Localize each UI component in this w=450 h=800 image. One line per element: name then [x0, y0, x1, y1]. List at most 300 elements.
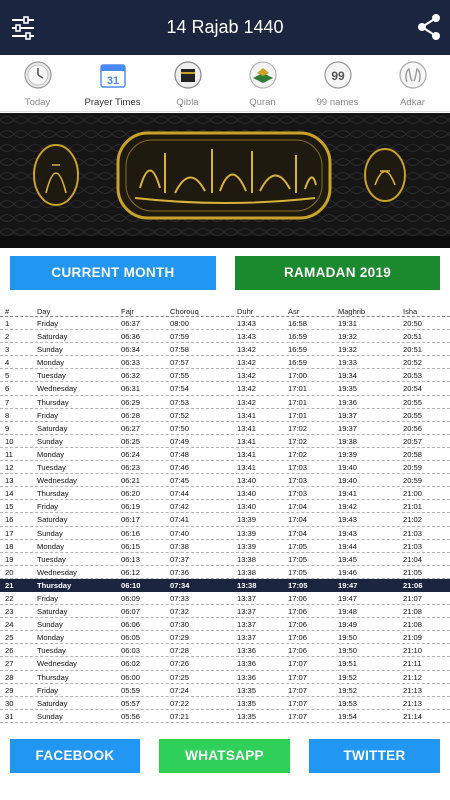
table-cell: 13:41 — [237, 410, 257, 420]
table-cell: 19:41 — [338, 489, 358, 499]
table-row — [0, 474, 450, 487]
table-cell: 28 — [5, 672, 14, 682]
table-cell: 13:40 — [237, 502, 257, 512]
table-cell: 13 — [5, 476, 14, 486]
table-cell: 07:49 — [170, 436, 190, 446]
table-row — [0, 618, 450, 631]
table-cell: 17:01 — [288, 397, 308, 407]
table-cell: 13:36 — [237, 672, 257, 682]
table-cell: 10 — [5, 436, 14, 446]
table-cell: Saturday — [37, 607, 68, 617]
table-cell: 19:43 — [338, 515, 358, 525]
table-cell: 13:39 — [237, 528, 257, 538]
table-cell: 17:06 — [288, 593, 308, 603]
table-cell: 21:05 — [403, 567, 423, 577]
table-row — [0, 500, 450, 513]
table-cell: 06:00 — [121, 672, 141, 682]
table-cell: 21:10 — [403, 646, 423, 656]
table-cell: 17:02 — [288, 423, 308, 433]
table-cell: 06:21 — [121, 476, 141, 486]
column-header: Duhr — [237, 307, 254, 316]
table-cell: 31 — [5, 711, 14, 721]
table-row — [0, 409, 450, 422]
table-cell: 13:42 — [237, 384, 257, 394]
table-cell: Monday — [37, 358, 65, 368]
table-cell: 07:46 — [170, 463, 190, 473]
table-cell: 20:51 — [403, 345, 423, 355]
ramadan-button[interactable]: RAMADAN 2019 — [235, 256, 440, 290]
table-cell: 07:25 — [170, 672, 190, 682]
table-cell: 06:15 — [121, 541, 141, 551]
table-cell: 5 — [5, 371, 10, 381]
table-cell: 6 — [5, 384, 10, 394]
table-cell: 13:39 — [237, 515, 257, 525]
table-cell: 17:07 — [288, 659, 308, 669]
table-cell: 17:01 — [288, 384, 308, 394]
table-cell: 15 — [5, 502, 14, 512]
table-cell: Friday — [37, 593, 59, 603]
table-cell: 07:45 — [170, 476, 190, 486]
tab-quran[interactable] — [225, 55, 300, 111]
table-cell: 19:40 — [338, 476, 358, 486]
table-cell: 20:53 — [403, 371, 423, 381]
table-cell: 19:32 — [338, 345, 358, 355]
table-row — [0, 527, 450, 540]
table-cell: 17:06 — [288, 633, 308, 643]
table-cell: 06:31 — [121, 384, 141, 394]
table-cell: 07:44 — [170, 489, 190, 499]
tab-label: Adkar — [400, 97, 425, 108]
table-cell: 24 — [5, 620, 14, 630]
table-cell: 21:09 — [403, 633, 423, 643]
table-cell: 07:52 — [170, 410, 190, 420]
table-cell: 29 — [5, 685, 14, 695]
table-cell: 13:37 — [237, 607, 257, 617]
table-row — [0, 697, 450, 710]
table-cell: 07:59 — [170, 332, 190, 342]
table-cell: Tuesday — [37, 371, 66, 381]
table-row — [0, 330, 450, 343]
table-cell: 17:04 — [288, 502, 308, 512]
facebook-button[interactable]: FACEBOOK — [10, 739, 140, 773]
table-cell: Wednesday — [37, 384, 77, 394]
table-cell: 07:50 — [170, 423, 190, 433]
table-cell: 07:38 — [170, 541, 190, 551]
table-cell: 4 — [5, 358, 10, 368]
table-cell: Sunday — [37, 436, 63, 446]
table-cell: 07:34 — [170, 580, 190, 590]
table-row — [0, 422, 450, 435]
table-cell: 06:37 — [121, 319, 141, 328]
tab-qibla[interactable] — [150, 55, 225, 111]
table-row — [0, 631, 450, 644]
table-cell: 06:19 — [121, 502, 141, 512]
table-cell: 14 — [5, 489, 14, 499]
table-cell: 19:50 — [338, 646, 358, 656]
table-cell: 07:32 — [170, 607, 190, 617]
table-cell: 21:13 — [403, 685, 423, 695]
table-cell: 07:22 — [170, 698, 190, 708]
table-cell: 19:47 — [338, 580, 358, 590]
table-cell: Wednesday — [37, 659, 77, 669]
table-cell: Monday — [37, 449, 65, 459]
table-cell: 3 — [5, 345, 10, 355]
table-row — [0, 487, 450, 500]
table-row — [0, 461, 450, 474]
table-cell: 07:36 — [170, 567, 190, 577]
table-row — [0, 592, 450, 605]
table-cell: 17:06 — [288, 646, 308, 656]
column-header: Asr — [288, 307, 300, 316]
table-cell: 20:56 — [403, 423, 423, 433]
column-header: Maghrib — [338, 307, 366, 316]
table-cell: 06:29 — [121, 397, 141, 407]
table-cell: 19:32 — [338, 332, 358, 342]
table-cell: 06:05 — [121, 633, 141, 643]
table-cell: 19:47 — [338, 593, 358, 603]
table-cell: 17:05 — [288, 554, 308, 564]
table-cell: Friday — [37, 502, 59, 512]
table-row — [0, 710, 450, 723]
table-cell: 13:39 — [237, 541, 257, 551]
table-cell: 17:05 — [288, 580, 308, 590]
table-cell: 06:23 — [121, 463, 141, 473]
table-cell: 17:03 — [288, 463, 308, 473]
table-row — [0, 566, 450, 579]
table-cell: 17:07 — [288, 698, 308, 708]
table-cell: 19:52 — [338, 672, 358, 682]
table-cell: 16:59 — [288, 332, 308, 342]
clock-icon — [23, 60, 53, 90]
table-row-today — [0, 579, 450, 592]
table-cell: 2 — [5, 332, 10, 342]
table-cell: 21:13 — [403, 698, 423, 708]
table-cell: 05:59 — [121, 685, 141, 695]
tab-today[interactable] — [0, 55, 75, 111]
table-cell: 16:59 — [288, 345, 308, 355]
table-cell: 20 — [5, 567, 14, 577]
table-cell: 19 — [5, 554, 14, 564]
table-cell: 06:10 — [121, 580, 141, 590]
table-cell: 11 — [5, 449, 13, 459]
table-cell: 13:42 — [237, 345, 257, 355]
table-cell: 06:17 — [121, 515, 141, 525]
table-cell: 06:02 — [121, 659, 141, 669]
table-cell: 13:38 — [237, 580, 257, 590]
table-row — [0, 382, 450, 395]
table-cell: 21:06 — [403, 580, 423, 590]
table-cell: 16 — [5, 515, 14, 525]
table-cell: Saturday — [37, 332, 68, 342]
table-cell: 19:37 — [338, 423, 358, 433]
table-cell: 06:12 — [121, 567, 141, 577]
table-cell: 21:00 — [403, 489, 423, 499]
table-cell: 13:40 — [237, 476, 257, 486]
table-cell: 07:30 — [170, 620, 190, 630]
table-cell: 20:59 — [403, 463, 423, 473]
tab-label: Quran — [249, 97, 276, 108]
table-cell: 06:24 — [121, 449, 141, 459]
table-cell: 07:57 — [170, 358, 190, 368]
hands-dua-icon — [398, 60, 428, 90]
table-cell: Monday — [37, 633, 65, 643]
table-row — [0, 605, 450, 618]
table-cell: 19:43 — [338, 528, 358, 538]
table-row — [0, 553, 450, 566]
table-cell: 06:32 — [121, 371, 141, 381]
table-cell: 06:13 — [121, 554, 141, 564]
table-cell: 13:35 — [237, 698, 257, 708]
calendar-icon — [98, 60, 128, 90]
table-cell: 13:42 — [237, 358, 257, 368]
table-cell: 25 — [5, 633, 14, 643]
table-cell: 08:00 — [170, 319, 190, 328]
table-cell: 21:11 — [403, 659, 422, 669]
table-cell: 20:50 — [403, 319, 423, 328]
table-cell: 21:08 — [403, 620, 423, 630]
share-icon[interactable] — [416, 13, 442, 41]
table-row — [0, 513, 450, 526]
table-cell: 05:56 — [121, 711, 141, 721]
table-cell: 06:25 — [121, 436, 141, 446]
calligraphy-image — [0, 113, 450, 248]
table-cell: Friday — [37, 685, 59, 695]
table-cell: 21 — [5, 580, 14, 590]
table-cell: 13:42 — [237, 397, 257, 407]
whatsapp-button[interactable]: WHATSAPP — [159, 739, 290, 773]
table-cell: 07:28 — [170, 646, 190, 656]
table-cell: 07:58 — [170, 345, 190, 355]
table-cell: 18 — [5, 541, 14, 551]
table-cell: 13:36 — [237, 659, 257, 669]
table-cell: Friday — [37, 410, 59, 420]
table-cell: 06:03 — [121, 646, 141, 656]
table-cell: 19:39 — [338, 449, 358, 459]
table-cell: 21:04 — [403, 554, 423, 564]
table-cell: 13:41 — [237, 449, 257, 459]
table-row — [0, 657, 450, 670]
page-title: 14 Rajab 1440 — [166, 17, 284, 37]
table-cell: 13:41 — [237, 423, 257, 433]
table-cell: 17:02 — [288, 436, 308, 446]
table-cell: 19:44 — [338, 541, 358, 551]
table-cell: 21:03 — [403, 541, 423, 551]
table-cell: 21:07 — [403, 593, 423, 603]
table-cell: Sunday — [37, 620, 63, 630]
table-cell: 07:24 — [170, 685, 190, 695]
table-cell: 07:33 — [170, 593, 190, 603]
table-cell: 17:02 — [288, 449, 308, 459]
table-cell: 7 — [5, 397, 10, 407]
table-cell: Sunday — [37, 711, 63, 721]
table-cell: 19:33 — [338, 358, 358, 368]
table-cell: 20:54 — [403, 384, 423, 394]
table-cell: 21:08 — [403, 607, 423, 617]
table-cell: 13:37 — [237, 593, 257, 603]
table-cell: 1 — [5, 319, 10, 328]
column-header: Chorouq — [170, 307, 199, 316]
table-cell: 19:35 — [338, 384, 358, 394]
table-cell: 06:16 — [121, 528, 141, 538]
table-cell: 20:51 — [403, 332, 423, 342]
table-cell: 06:27 — [121, 423, 141, 433]
table-cell: 07:42 — [170, 502, 190, 512]
table-cell: 19:48 — [338, 607, 358, 617]
table-cell: 13:43 — [237, 332, 257, 342]
twitter-button[interactable]: TWITTER — [309, 739, 440, 773]
table-cell: Wednesday — [37, 476, 77, 486]
table-cell: 06:36 — [121, 332, 141, 342]
table-cell: Sunday — [37, 345, 63, 355]
table-cell: Saturday — [37, 423, 68, 433]
table-cell: 07:55 — [170, 371, 190, 381]
table-cell: 13:38 — [237, 554, 257, 564]
table-cell: 13:35 — [237, 685, 257, 695]
table-cell: 17 — [5, 528, 14, 538]
column-header: Fajr — [121, 307, 134, 316]
table-cell: Tuesday — [37, 646, 66, 656]
table-row — [0, 396, 450, 409]
table-cell: 17:04 — [288, 515, 308, 525]
table-row — [0, 435, 450, 448]
table-cell: Thursday — [37, 489, 69, 499]
table-cell: 8 — [5, 410, 10, 420]
tab-99-names[interactable] — [300, 55, 375, 111]
table-cell: 21:14 — [403, 711, 423, 721]
table-cell: 13:41 — [237, 436, 257, 446]
prayer-times-table — [0, 305, 450, 723]
table-cell: 07:29 — [170, 633, 190, 643]
table-row — [0, 448, 450, 461]
table-cell: 13:35 — [237, 711, 257, 721]
table-row — [0, 317, 450, 330]
current-month-button[interactable]: CURRENT MONTH — [10, 256, 216, 290]
table-cell: 07:26 — [170, 659, 190, 669]
table-row — [0, 644, 450, 657]
table-cell: Monday — [37, 541, 65, 551]
table-cell: 19:31 — [338, 319, 358, 328]
table-cell: 07:41 — [170, 515, 190, 525]
table-row — [0, 540, 450, 553]
table-cell: 07:48 — [170, 449, 190, 459]
table-row — [0, 356, 450, 369]
table-cell: 07:37 — [170, 554, 190, 564]
table-cell: Thursday — [37, 580, 72, 590]
table-cell: 07:40 — [170, 528, 190, 538]
table-cell: 22 — [5, 593, 14, 603]
table-cell: 13:37 — [237, 620, 257, 630]
table-cell: 9 — [5, 423, 10, 433]
tab-adkar[interactable] — [375, 55, 450, 111]
quran-book-icon — [248, 60, 278, 90]
table-cell: Tuesday — [37, 554, 66, 564]
table-header — [0, 305, 450, 317]
table-cell: 20:58 — [403, 449, 423, 459]
table-row — [0, 343, 450, 356]
table-cell: 17:07 — [288, 672, 308, 682]
table-cell: 13:43 — [237, 319, 257, 328]
table-cell: 19:38 — [338, 436, 358, 446]
column-header: Day — [37, 307, 51, 316]
table-cell: 07:53 — [170, 397, 190, 407]
table-cell: 19:40 — [338, 463, 358, 473]
table-cell: 19:34 — [338, 371, 358, 381]
table-cell: 21:02 — [403, 515, 423, 525]
table-cell: 06:06 — [121, 620, 141, 630]
table-cell: 19:49 — [338, 620, 358, 630]
table-row — [0, 684, 450, 697]
table-cell: 06:28 — [121, 410, 141, 420]
table-cell: 19:36 — [338, 397, 358, 407]
svg-text:31: 31 — [106, 75, 119, 87]
kaaba-calligraphy-banner — [0, 113, 450, 248]
table-row — [0, 671, 450, 684]
table-cell: 06:34 — [121, 345, 141, 355]
table-cell: 17:06 — [288, 607, 308, 617]
table-cell: 27 — [5, 659, 14, 669]
table-cell: 21:12 — [403, 672, 423, 682]
table-cell: 17:04 — [288, 528, 308, 538]
table-cell: 12 — [5, 463, 14, 473]
table-cell: Sunday — [37, 528, 63, 538]
table-cell: 19:54 — [338, 711, 358, 721]
table-cell: 19:42 — [338, 502, 358, 512]
table-cell: Thursday — [37, 397, 69, 407]
table-cell: 19:51 — [338, 659, 358, 669]
tab-label: Qibla — [176, 97, 199, 108]
table-cell: 07:54 — [170, 384, 190, 394]
table-cell: 17:03 — [288, 476, 308, 486]
table-cell: 30 — [5, 698, 14, 708]
table-cell: 16:58 — [288, 319, 308, 328]
table-cell: 17:07 — [288, 711, 308, 721]
table-cell: 17:07 — [288, 685, 308, 695]
column-header: Isha — [403, 307, 418, 316]
table-cell: 06:09 — [121, 593, 141, 603]
table-cell: 19:37 — [338, 410, 358, 420]
table-body — [0, 317, 450, 723]
table-cell: 06:33 — [121, 358, 141, 368]
tab-label: Today — [24, 97, 51, 108]
table-cell: Tuesday — [37, 463, 66, 473]
table-cell: 17:01 — [288, 410, 308, 420]
table-cell: 26 — [5, 646, 14, 656]
table-cell: 13:36 — [237, 646, 257, 656]
table-cell: 06:07 — [121, 607, 141, 617]
table-cell: Friday — [37, 319, 59, 328]
svg-text:99: 99 — [330, 69, 345, 83]
table-cell: 17:03 — [288, 489, 308, 499]
app-bar — [0, 0, 450, 55]
table-cell: 06:20 — [121, 489, 141, 499]
table-cell: 13:37 — [237, 633, 257, 643]
table-cell: 17:05 — [288, 567, 308, 577]
tab-prayer-times[interactable] — [75, 55, 150, 111]
table-cell: 16:59 — [288, 358, 308, 368]
table-cell: 21:03 — [403, 528, 423, 538]
table-cell: 13:42 — [237, 371, 257, 381]
table-cell: 20:57 — [403, 436, 423, 446]
table-cell: 19:53 — [338, 698, 358, 708]
table-cell: 13:38 — [237, 567, 257, 577]
table-cell: Saturday — [37, 698, 68, 708]
table-cell: 20:52 — [403, 358, 423, 368]
table-cell: 20:59 — [403, 476, 423, 486]
table-cell: Thursday — [37, 672, 69, 682]
table-cell: 23 — [5, 607, 14, 617]
table-cell: 20:55 — [403, 397, 423, 407]
table-cell: 13:41 — [237, 463, 257, 473]
